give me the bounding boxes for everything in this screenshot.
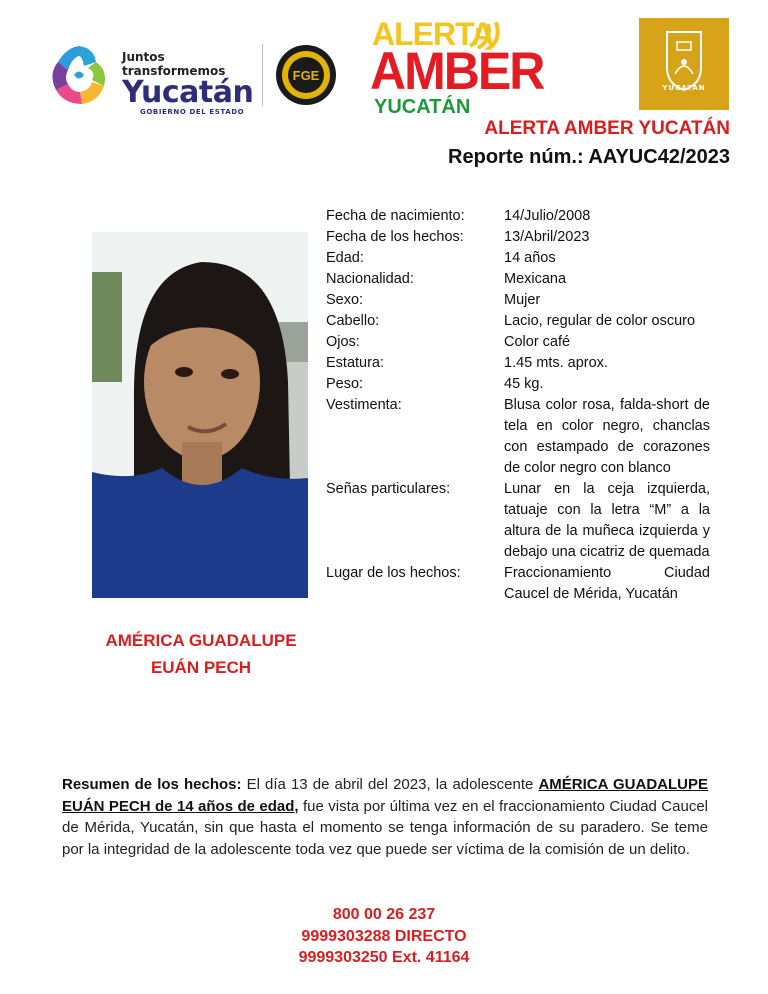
alert-title: ALERTA AMBER YUCATÁN: [484, 118, 730, 139]
detail-row: [326, 269, 710, 290]
detail-row: [326, 311, 710, 332]
detail-label: Cabello:: [326, 313, 380, 329]
summary-text-2: fue vista por última vez en el fraccionamiento Ciudad Caucel de Mérida, Yucatán, sin que hasta el momento se tenga información de su paradero. Se teme por la integridad de la adolescente toda vez que puede ser víctima de la comisión de un delito.: [62, 797, 708, 858]
amber-logo-line3: YUCATÁN: [374, 96, 471, 118]
detail-label: Fecha de los hechos:: [326, 229, 464, 245]
victim-details-list: [326, 206, 710, 605]
detail-label: Lugar de los hechos:: [326, 565, 461, 581]
detail-row: [326, 374, 710, 395]
detail-row: [326, 563, 710, 605]
detail-label: Vestimenta:: [326, 397, 402, 413]
victim-name-line2: EUÁN PECH: [150, 658, 252, 677]
detail-value: Color café: [504, 334, 571, 350]
amber-logo-line2: AMBER: [370, 41, 544, 101]
gov-subtitle: GOBIERNO DEL ESTADO: [140, 108, 245, 116]
detail-value: Lacio, regular de color oscuro: [504, 313, 696, 329]
detail-value: Blusa color rosa, falda-short de tela en color negro, chanclas con estampado de corazones de color negro con blanco: [504, 397, 710, 476]
detail-value: 1.45 mts. aprox.: [504, 355, 608, 371]
detail-value: 14/Julio/2008: [504, 208, 591, 224]
detail-row: [326, 479, 710, 563]
detail-row: [326, 332, 710, 353]
report-number: Reporte núm.: AAYUC42/2023: [448, 146, 730, 168]
detail-row: [326, 353, 710, 374]
summary-paragraph: [62, 774, 708, 860]
detail-value: 14 años: [504, 250, 556, 266]
detail-label: Estatura:: [326, 355, 385, 371]
detail-label: Edad:: [326, 250, 364, 266]
detail-label: Señas particulares:: [326, 481, 451, 497]
detail-label: Ojos:: [326, 334, 360, 350]
detail-value: Fraccionamiento Ciudad Caucel de Mérida, Yucatán: [504, 565, 710, 602]
phone-extension: 9999303250 Ext. 41164: [298, 949, 470, 966]
detail-value: Lunar en la ceja izquierda, tatuaje con la letra “M” a la altura de la muñeca izquierda y debajo una cicatriz de quemada: [504, 481, 710, 560]
victim-name-line1: AMÉRICA GUADALUPE: [105, 631, 297, 650]
detail-label: Nacionalidad:: [326, 271, 414, 287]
summary-label: Resumen de los hechos:: [62, 776, 242, 793]
detail-value: 45 kg.: [504, 376, 544, 392]
detail-label: Fecha de nacimiento:: [326, 208, 465, 224]
detail-row: [326, 248, 710, 269]
phone-direct: 9999303288 DIRECTO: [301, 927, 467, 945]
detail-label: Peso:: [326, 376, 364, 392]
victim-photo: [92, 232, 308, 598]
logo-divider: [262, 44, 263, 106]
crest-label: YUCATÁN: [662, 84, 706, 92]
detail-label: Sexo:: [326, 292, 364, 308]
summary-name: AMÉRICA GUADALUPE EUÁN PECH de 14 años de edad,: [62, 776, 709, 815]
detail-row: [326, 395, 710, 479]
contact-phones: [0, 904, 768, 969]
detail-row: [326, 206, 710, 227]
detail-row: [326, 290, 710, 311]
phone-hotline: 800 00 26 237: [332, 906, 436, 923]
detail-value: 13/Abril/2023: [504, 229, 590, 245]
yucatan-crest: [639, 18, 729, 110]
coat-of-arms-icon: [639, 18, 729, 110]
fge-seal-icon: [275, 44, 337, 106]
yucatan-government-logo-icon: [44, 40, 114, 110]
gov-state-name: Yucatán: [122, 75, 254, 110]
detail-value: Mujer: [504, 292, 541, 308]
gov-slogan: Juntos transformemos: [122, 50, 226, 78]
fge-seal-abbr: FGE: [292, 68, 320, 83]
detail-row: [326, 227, 710, 248]
summary-text-1: El día 13 de abril del 2023, la adolescente: [241, 776, 539, 793]
detail-value: Mexicana: [504, 271, 567, 287]
amber-logo-line1: ALERTA: [372, 16, 494, 52]
government-logo-text: [122, 50, 267, 116]
victim-name: [86, 627, 316, 681]
